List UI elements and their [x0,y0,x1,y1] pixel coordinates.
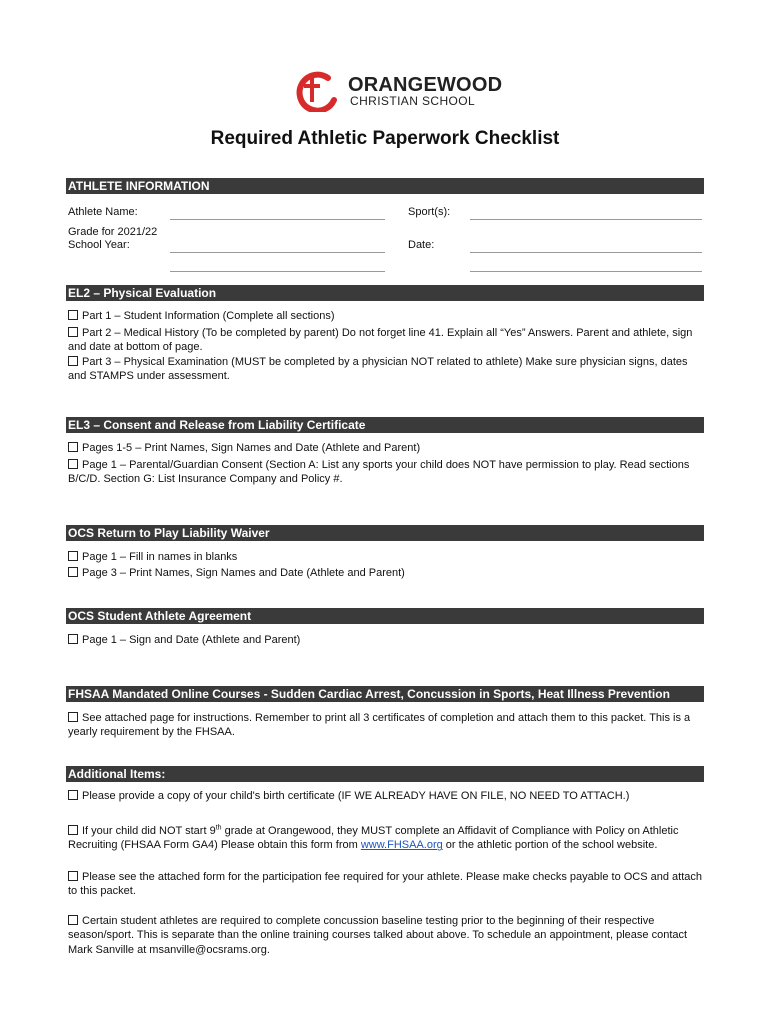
checklist-item-additional-2[interactable] [68,824,704,853]
sports-label: Sport(s): [408,206,451,218]
logo-text-line1: ORANGEWOOD [348,74,503,96]
blank-line-right [470,271,702,272]
checklist-item-text: Part 3 – Physical Examination (MUST be completed by a physician NOT related to athlete) Make sure physician signs, dates and STAMPS under assessment. [68,356,688,383]
date-label: Date: [408,239,435,251]
checklist-item-text: Page 1 – Sign and Date (Athlete and Parent) [82,634,301,646]
cross-circle-logo-icon [288,70,344,112]
checkbox[interactable] [68,327,78,337]
section-header-additional: Additional Items: [66,766,704,782]
superscript-th: th [215,824,222,832]
section-header-ocs-agreement: OCS Student Athlete Agreement [66,608,704,624]
grade-field[interactable] [170,252,385,253]
checklist-item-text: If your child did NOT start 9 [82,825,216,837]
checklist-item-text: See attached page for instructions. Remember to print all 3 certificates of completion and attach them to this packet. This is a yearly requirement by the FHSAA. [68,712,691,739]
page-title: Required Athletic Paperwork Checklist [210,128,560,149]
checklist-item-ocs-waiver-2[interactable] [68,566,704,580]
checklist-item-text: Page 3 – Print Names, Sign Names and Date (Athlete and Parent) [82,567,405,579]
checklist-item-text: Certain student athletes are required to complete concussion baseline testing prior to the beginning of their respective season/sport. This is separate than the online training courses talked about above. To schedule an appointment, please contact Mark Sanville at msanville@ocsrams.org. [68,915,688,956]
checkbox[interactable] [68,712,78,722]
checklist-item-ocs-agreement-1[interactable] [68,633,704,647]
checklist-item-text-cont: grade at Orangewood, they MUST complete an Affidavit of Compliance with Policy on Athletic Recruiting (FHSAA Form GA4) Please obtain this form from [68,825,679,852]
checklist-item-fhsaa-1[interactable] [68,711,704,740]
checkbox[interactable] [68,310,78,320]
checklist-item-text: Pages 1-5 – Print Names, Sign Names and Date (Athlete and Parent) [82,442,421,454]
checklist-item-additional-1[interactable] [68,789,704,803]
logo-text-line2: CHRISTIAN SCHOOL [350,94,476,108]
checkbox[interactable] [68,915,78,925]
checklist-item-text: Part 1 – Student Information (Complete all sections) [82,310,335,322]
checklist-item-text: Page 1 – Fill in names in blanks [82,551,238,563]
sports-field[interactable] [470,219,702,220]
checklist-item-el2-2[interactable] [68,326,704,355]
checklist-item-text: Part 2 – Medical History (To be completed by parent) Do not forget line 41. Explain all “Yes” Answers. Parent and athlete, sign and date at bottom of page. [68,327,693,354]
checklist-item-text-end: or the athletic portion of the school website. [442,839,658,852]
checklist-item-additional-4[interactable] [68,914,704,957]
section-header-ocs-waiver: OCS Return to Play Liability Waiver [66,525,704,541]
checkbox[interactable] [68,871,78,881]
grade-label-line2: School Year: [68,239,130,251]
checkbox[interactable] [68,825,78,835]
checkbox[interactable] [68,356,78,366]
checkbox[interactable] [68,790,78,800]
date-field[interactable] [470,252,702,253]
blank-line-left [170,271,385,272]
section-header-el3: EL3 – Consent and Release from Liability Certificate [66,417,704,433]
checkbox[interactable] [68,634,78,644]
checkbox[interactable] [68,442,78,452]
section-header-athlete-info: ATHLETE INFORMATION [66,178,704,194]
section-header-fhsaa: FHSAA Mandated Online Courses - Sudden Cardiac Arrest, Concussion in Sports, Heat Illness Prevention [66,686,704,702]
athlete-name-field[interactable] [170,219,385,220]
athlete-name-label: Athlete Name: [68,206,138,218]
checkbox[interactable] [68,459,78,469]
checklist-item-additional-3[interactable] [68,870,704,899]
fhsaa-link[interactable]: www.FHSAA.org [360,839,443,852]
checklist-item-el2-3[interactable] [68,355,704,384]
checklist-item-el2-1[interactable] [68,309,704,323]
checklist-item-el3-2[interactable] [68,458,704,487]
checklist-item-el3-1[interactable] [68,441,704,455]
checkbox[interactable] [68,567,78,577]
checklist-item-text: Please see the attached form for the participation fee required for your athlete. Please make checks payable to OCS and attach to this packet. [68,871,703,898]
checkbox[interactable] [68,551,78,561]
section-header-el2: EL2 – Physical Evaluation [66,285,704,301]
school-logo [288,70,503,112]
checklist-item-ocs-waiver-1[interactable] [68,550,704,564]
checklist-item-text: Page 1 – Parental/Guardian Consent (Section A: List any sports your child does NOT have permission to play. Read sections B/C/D. Section G: List Insurance Company and Policy #. [68,459,690,486]
grade-label-line1: Grade for 2021/22 [68,226,158,238]
checklist-item-text: Please provide a copy of your child's birth certificate (IF WE ALREADY HAVE ON FILE, NO NEED TO ATTACH.) [82,790,630,802]
